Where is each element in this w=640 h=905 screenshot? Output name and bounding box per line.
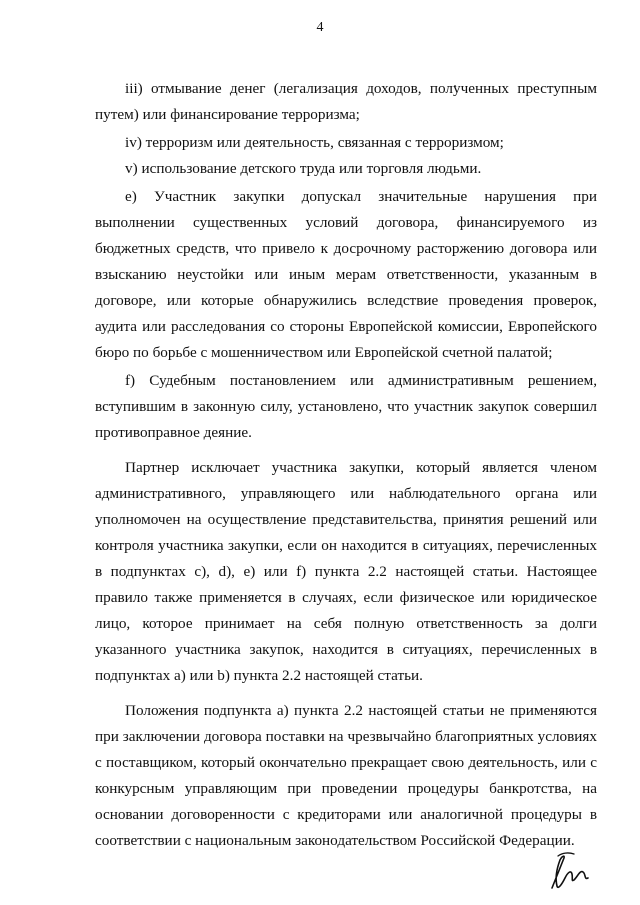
handwritten-signature <box>538 848 598 896</box>
paragraph-v: v) использование детского труда или торговля людьми. <box>125 160 482 177</box>
paragraph-iii: iii) отмывание денег (легализация доходов, полученных преступным путем) или финансирование терроризма; <box>95 80 597 123</box>
paragraph-provisions-exception: Положения подпункта а) пункта 2.2 настоящей статьи не применяются при заключении договора поставки на чрезвычайно благоприятных условиях с поставщиком, который окончательно прекращает свою деятельность, или с конкурсным управляющим при проведении процедуры банкротства, на основании договоренности с кредиторами или аналогичной процедуры в соответствии с национальным законодательством Российской Федерации. <box>95 702 597 849</box>
paragraph-e: e) Участник закупки допускал значительные нарушения при выполнении существенных условий договора, финансируемого из бюджетных средств, что привело к досрочному расторжению договора или взысканию неустойки или иным мерам ответственности, указанным в договоре, или которые обнаружились вследствие проведения проверок, аудита или расследования со стороны Европейской комиссии, Европейского бюро по борьбе с мошенничеством или Европейской счетной палатой; <box>95 188 597 361</box>
document-body <box>95 76 597 854</box>
paragraph-partner-exclusion: Партнер исключает участника закупки, который является членом административного, управляющего или наблюдательного органа или уполномочен на осуществление представительства, принятия решений или контроля участника закупки, если он находится в ситуациях, перечисленных в подпунктах с), d), е) или f) пункта 2.2 настоящей статьи. Настоящее правило также применяется в случаях, если физическое или юридическое лицо, которое принимает на себя полную ответственность за долги указанного участника закупок, находится в ситуациях, перечисленных в подпунктах а) или b) пункта 2.2 настоящей статьи. <box>95 459 597 684</box>
paragraph-f: f) Судебным постановлением или административным решением, вступившим в законную силу, установлено, что участник закупок совершил противоправное деяние. <box>95 372 597 441</box>
paragraph-iv: iv) терроризм или деятельность, связанная с терроризмом; <box>125 134 504 151</box>
page-number: 4 <box>316 20 324 35</box>
